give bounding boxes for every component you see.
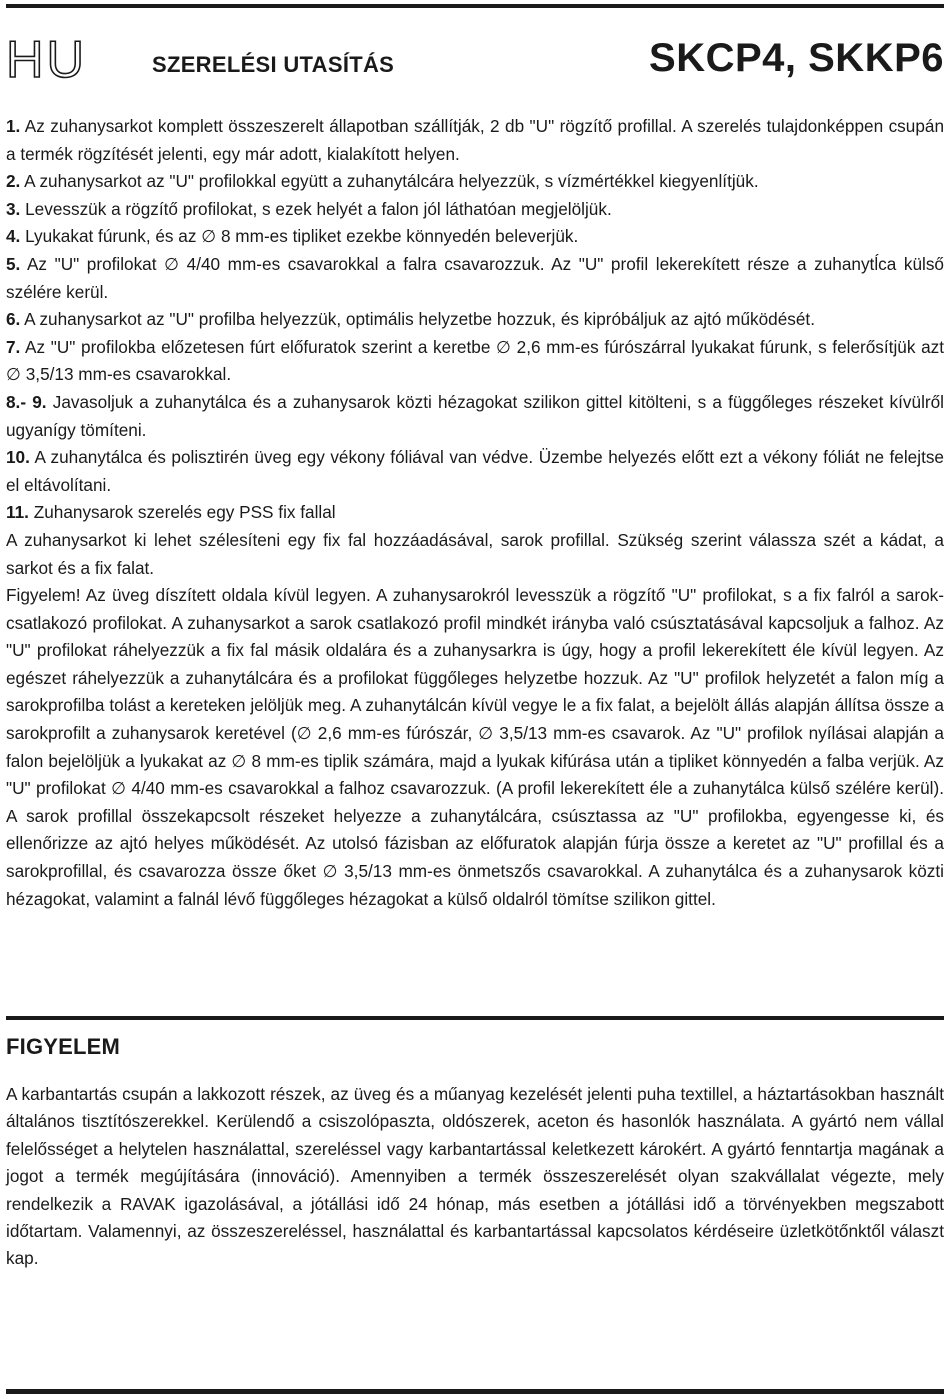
- warning-heading: FIGYELEM: [6, 1034, 121, 1059]
- step-number: 7.: [6, 336, 21, 357]
- step-3: [6, 196, 944, 224]
- step-number: 1.: [6, 116, 21, 136]
- step-text: A zuhanytálca és polisztirén üveg egy vékony fóliával van védve. Üzembe helyezés előtt ezt a vékony fóliát ne felejtse el eltávolítani.: [6, 447, 944, 495]
- document-header: [6, 31, 944, 96]
- step-11-details: [6, 582, 944, 913]
- step-number: 2.: [6, 171, 21, 192]
- step-6: [6, 306, 944, 334]
- top-divider: [6, 4, 944, 8]
- step-4: [6, 223, 944, 251]
- bottom-divider: [6, 1389, 944, 1394]
- step-text: Az zuhanysarkot komplett összeszerelt állapotban szállítják, 2 db "U" rögzítő profillal. A szerelés tulajdonképpen csupán a termék rögzítését jelenti, egy már adott, kialakított helyen.: [6, 116, 944, 164]
- step-text: Javasoljuk a zuhanytálca és a zuhanysarok közti hézagokat szilikon gittel kitölteni, s a függőleges részeket kívülről ugyanígy tömíteni.: [6, 391, 944, 440]
- step-text: Zuhanysarok szerelés egy PSS fix fallal: [28, 502, 336, 523]
- step-text: A zuhanysarkot az "U" profilokkal együtt a zuhanytálcára helyezzük, s vízmértékkel kiegyenlítjük.: [20, 171, 759, 192]
- step-number: 5.: [6, 253, 21, 274]
- step-text: Figyelem! Az üveg díszített oldala kívül legyen. A zuhanysarokról levesszük a rögzítő "U" profilokat, s a fix falról a sarok-csatlakozó profilokat. A zuhanysarkot a sarok csatlakozó profil mindkét irányba való csúsztatásával kapcsoljuk a falhoz. Az "U" profilokat ráhelyezzük a fix fal másik oldalára és a zuhanysarkra is úgy, hogy a profil lekerekített éle kívül legyen. Az egészet ráhelyezzük a zuhanytálcára és a profilokat függőleges helyzetbe hozzuk. Az "U" profilok helyzetét a falon míg a sarokprofilba tolást a kereteken jelöljük meg. A zuhanytálcán kívül vegye le a fix falat, a bejelölt állás alapján állítsa össze a sarokprofilt a zuhanysarok keretével (∅ 2,6 mm-es fúrószár, ∅ 3,5/13 mm-es csavarok. Az "U" profilok nyílásai alapján a falon bejelöljük a lyukakat az ∅ 8 mm-es tiplik számára, majd a lyukak kifúrása után a tipliket könnyedén a falba verjük. Az "U" profilokat ∅ 4/40 mm-es csavarokkal a falhoz csavarozzuk. (A profil lekerekített éle a zuhanytálca külső szélére kerül). A sarok profillal összekapcsolt részeket helyezze a zuhanytálcára, csúsztassa az "U" profilokba, egyengesse ki, és ellenőrizze az ajtó helyes működését. Az utolsó fázisban az előfuratok alapján fúrja össze a keretet az "U" profillal és a sarokprofillal, és csavarozza össze őket ∅ 3,5/13 mm-es önmetszős csavarokkal. A zuhanytálca és a zuhanysarok közti hézagokat, valamint a falnál lévő függőleges hézagokat a külső oldalról tömítse szilikon gittel.: [6, 585, 944, 909]
- step-11-intro: [6, 527, 944, 582]
- step-number: 10.: [6, 447, 30, 468]
- warning-text: A karbantartás csupán a lakkozott részek, az üveg és a műanyag kezelését jelenti puha textillel, a háztartásokban használt általános tisztítószerekkel. Kerülendő a csiszolópaszta, oldószerek, aceton és hasonlók használata. A gyártó nem vállal felelősséget a helytelen használattal, szereléssel vagy karbantartással keletkezett károkért. A gyártó fenntartja magának a jogot a termék megújítására (innováció). Amennyiben a termék összeszerelését olyan szakvállalat végezte, mely rendelkezik a RAVAK igazolásával, a jótállási idő 24 hónap, más esetben a jótállási idő a törvényekben megszabott időtartam. Valamennyi, az összeszereléssel, használattal és karbantartással kapcsolatos kérdéseire üzletkötőnktől választ kap.: [6, 1084, 944, 1269]
- step-2: [6, 168, 944, 196]
- step-number: 6.: [6, 309, 21, 330]
- step-text: Az "U" profilokat ∅ 4/40 mm-es csavarokkal a falra csavarozzuk. Az "U" profil lekerekített része a zuhanytĺca külső szélére kerül.: [6, 253, 944, 302]
- step-text: A zuhanysarkot ki lehet szélesíteni egy fix fal hozzáadásával, sarok profillal. Szükség szerint válassza szét a kádat, a sarkot és a fix falat.: [6, 529, 944, 578]
- installation-steps: [6, 113, 944, 913]
- step-number: 8.- 9.: [6, 391, 47, 412]
- step-text: Lyukakat fúrunk, és az ∅ 8 mm-es tipliket ezekbe könnyedén beleverjük.: [20, 226, 579, 247]
- step-11: [6, 499, 944, 527]
- step-7: [6, 334, 944, 389]
- step-text: Az "U" profilokba előzetesen fúrt előfuratok szerint a keretbe ∅ 2,6 mm-es fúrószárral lyukakat fúrunk, s felerősítjük azt ∅ 3,5/13 mm-es csavarokkal.: [6, 336, 944, 385]
- step-10: [6, 444, 944, 499]
- step-1: [6, 113, 944, 168]
- step-number: 4.: [6, 226, 21, 247]
- step-number: 11.: [6, 502, 29, 523]
- step-8-9: [6, 389, 944, 444]
- section-divider: [6, 1016, 944, 1020]
- model-code: SKCP4, SKKP6: [649, 36, 944, 80]
- step-text: A zuhanysarkot az "U" profilba helyezzük, optimális helyzetbe hozzuk, és kipróbáljuk az ajtó működését.: [20, 309, 815, 330]
- document-title: SZERELÉSI UTASÍTÁS: [152, 52, 395, 77]
- language-code: HU: [6, 31, 88, 89]
- step-text: Levesszük a rögzítő profilokat, s ezek helyét a falon jól láthatóan megjelöljük.: [20, 198, 612, 219]
- step-number: 3.: [6, 198, 21, 219]
- step-5: [6, 251, 944, 306]
